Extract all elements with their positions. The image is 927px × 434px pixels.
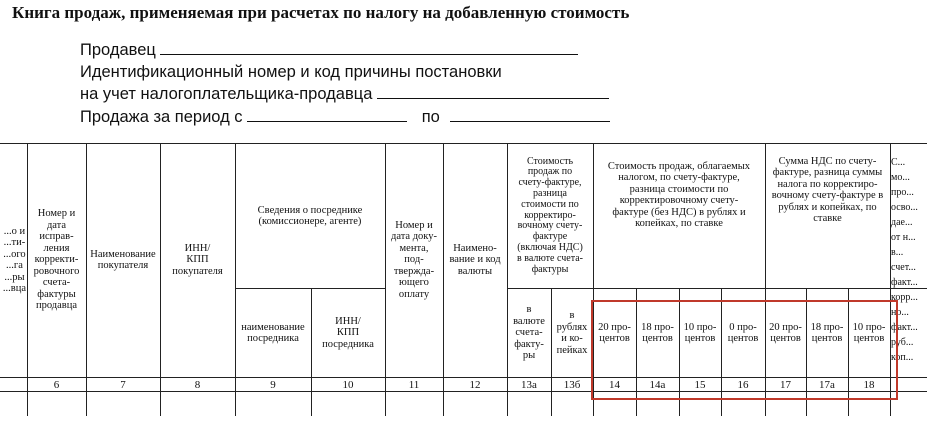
- col-number: 12: [469, 378, 481, 391]
- col-number: 7: [120, 378, 126, 391]
- col-10-header: ИНН/ КПП посредника: [322, 315, 374, 350]
- col-12-header: Наимено- вание и код валюты: [449, 242, 501, 277]
- col-6-header: Номер и дата исправ- ления корректи- ровочного счета- фактуры продавца: [33, 208, 80, 312]
- col-13a-header: в валюте счета- факту- ры: [513, 304, 545, 362]
- col-9-header: наименование посредника: [241, 321, 305, 344]
- col-15-header: 10 про- центов: [683, 321, 717, 344]
- col-number: 17: [780, 378, 791, 391]
- col-14-16-group-header: Стоимость продаж, облагаемых налогом, по счету-фактуре, разница стоимости по корректировочному счету- фактуре (без НДС) в рублях и копейках, по ставке: [607, 160, 751, 229]
- col-number: 13а: [521, 378, 537, 391]
- col-number: 14: [609, 378, 620, 391]
- col-number: 13б: [563, 378, 581, 391]
- col-17-header: 20 про- центов: [769, 321, 802, 344]
- period-to-label: по: [421, 108, 440, 126]
- col-number: 18: [863, 378, 875, 391]
- inn-label-1: Идентификационный номер и код причины постановки: [80, 63, 502, 81]
- col-number: 11: [408, 378, 420, 391]
- col-number: 8: [194, 378, 201, 391]
- col-17-18-group-header: Сумма НДС по счету- фактуре, разница суммы налога по корректиро- вочному счету-фактуре в рублях и копейках, по ставке: [771, 155, 884, 224]
- seller-label: Продавец: [80, 41, 156, 59]
- col-17a-header: 18 про- центов: [810, 321, 844, 344]
- col-number: 14а: [649, 378, 666, 391]
- col-19-partial-header: С... мо... про... осво... дае... от н... в... счет... факт... корр... но... факт... руб... коп...: [891, 157, 918, 363]
- col-18-header: 10 про- центов: [852, 321, 886, 344]
- col-7-header: Наименование покупателя: [90, 248, 156, 271]
- period-label: Продажа за период с: [80, 108, 243, 126]
- col-number: 6: [53, 378, 60, 391]
- col-8-header: ИНН/ КПП покупателя: [172, 242, 223, 277]
- col-9-10-group-header: Сведения о посреднике (комиссионере, агенте): [257, 204, 363, 227]
- col-number: 9: [270, 378, 276, 391]
- col-11-header: Номер и дата доку- мента, под- твержда- ющего оплату: [390, 219, 438, 300]
- highlight-frame: [591, 300, 898, 400]
- col-5-partial-header: ...о и ...ти- ...ого ...га ...ры ...вца: [2, 225, 26, 294]
- document-title: Книга продаж, применяемая при расчетах по налогу на добавленную стоимость: [12, 3, 630, 22]
- col-16-header: 0 про- центов: [727, 321, 759, 344]
- col-13-group-header: Стоимость продаж по счету-фактуре, разница стоимости по корректиро- вочному счету- фактуре (включая НДС) в валюте счета- фактуры: [517, 155, 583, 275]
- col-13b-header: в рублях и ко- пейках: [556, 310, 588, 356]
- col-number: 10: [342, 378, 354, 391]
- col-14-header: 20 про- центов: [598, 321, 631, 344]
- col-14a-header: 18 про- центов: [641, 321, 674, 344]
- col-number: 17а: [819, 378, 835, 391]
- col-number: 16: [737, 378, 749, 391]
- inn-label-2: на учет налогоплательщика-продавца: [80, 85, 373, 103]
- col-number: 15: [694, 378, 706, 391]
